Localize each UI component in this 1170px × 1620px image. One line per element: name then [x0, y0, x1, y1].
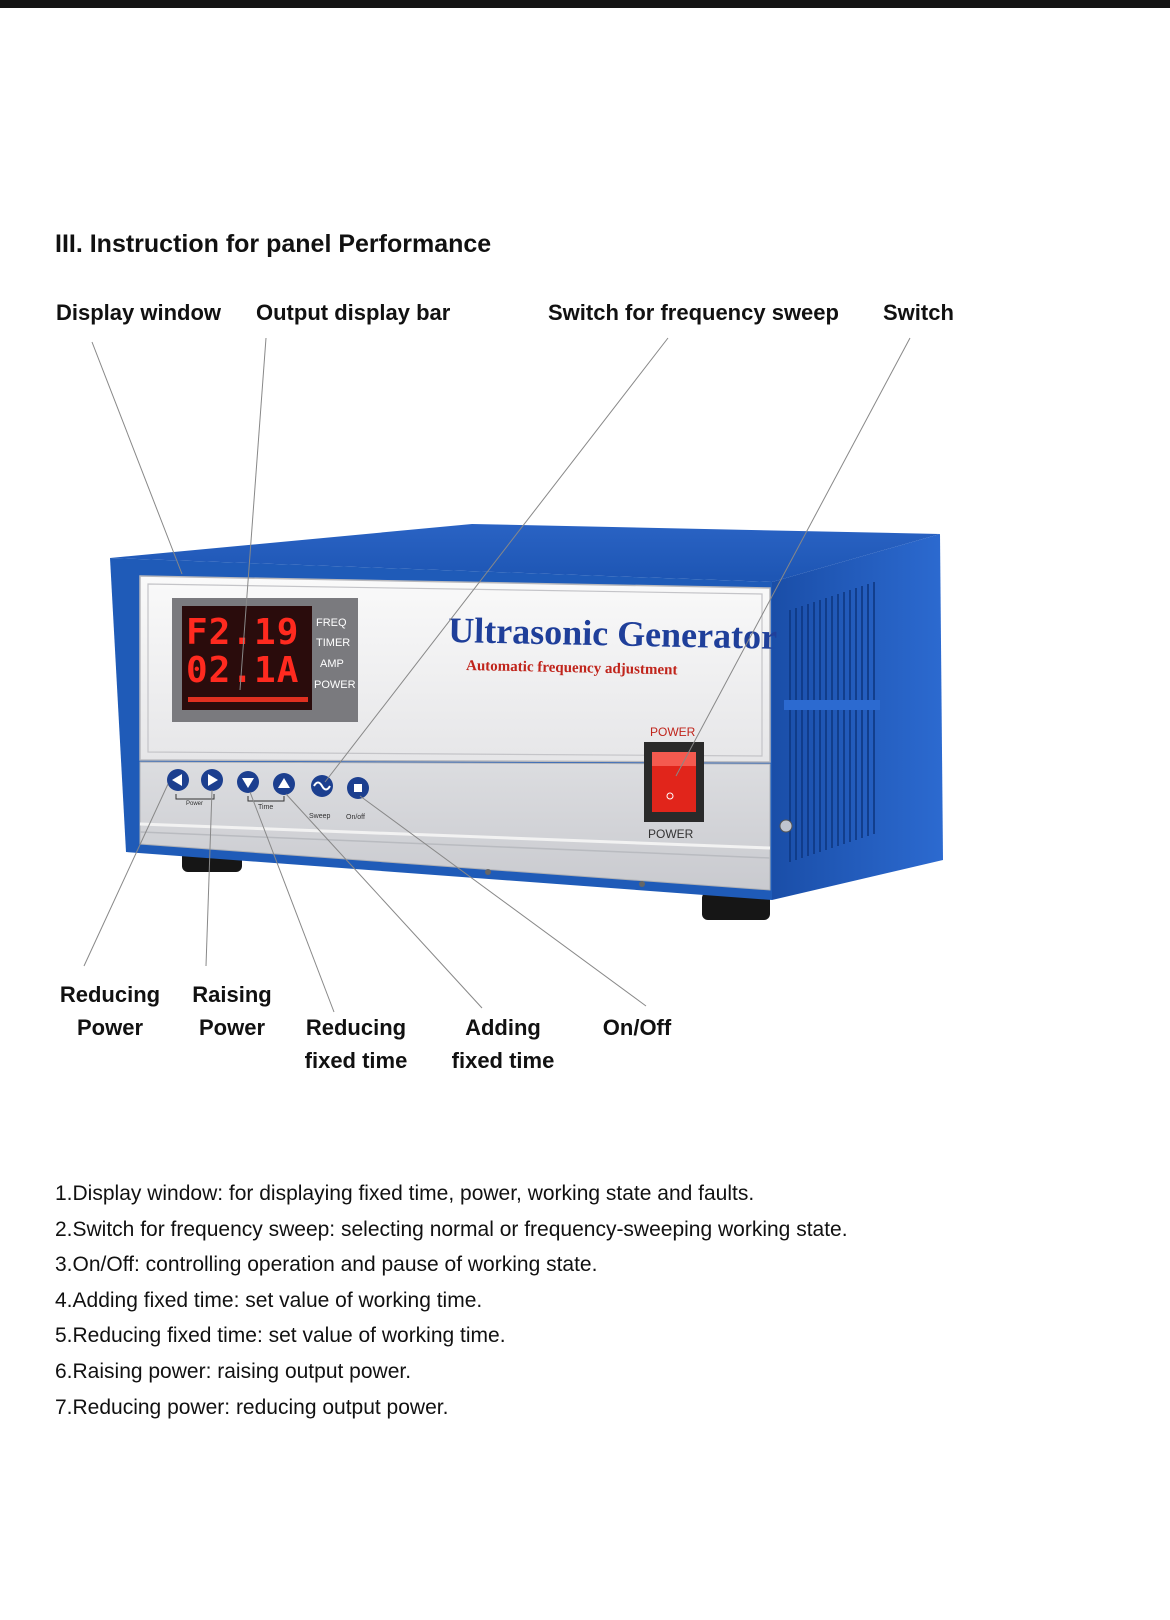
- instruction-item: 2.Switch for frequency sweep: selecting normal or frequency-sweeping working state.: [55, 1217, 848, 1241]
- case-side: [772, 534, 943, 900]
- reduce-power-button[interactable]: [167, 769, 189, 791]
- display-line-2: 02.1A: [186, 650, 300, 691]
- output-display-bar: [188, 697, 308, 702]
- label-on-off: On/Off: [602, 1015, 672, 1040]
- label-adding-fixed-time: Adding fixed time: [451, 1015, 555, 1073]
- instruction-item: 3.On/Off: controlling operation and pause of working state.: [55, 1253, 598, 1277]
- label-output-display-bar: Output display bar: [256, 300, 451, 325]
- add-time-button[interactable]: [273, 773, 295, 795]
- indicator-power: POWER: [314, 679, 356, 691]
- power-label-top: POWER: [650, 725, 696, 739]
- caption-time: Time: [258, 804, 274, 811]
- raise-power-button[interactable]: [201, 769, 223, 791]
- side-vents: [790, 582, 874, 862]
- label-switch: Switch: [883, 300, 954, 325]
- instruction-item: 7.Reducing power: reducing output power.: [55, 1395, 449, 1419]
- indicator-timer: TIMER: [316, 637, 351, 649]
- label-switch-frequency-sweep: Switch for frequency sweep: [548, 300, 839, 325]
- sweep-button[interactable]: [311, 775, 333, 797]
- brand-subtitle: Automatic frequency adjustment: [465, 658, 678, 679]
- label-raising-power: Raising Power: [192, 982, 272, 1040]
- instruction-item: 5.Reducing fixed time: set value of working time.: [55, 1324, 506, 1348]
- instruction-list: [55, 1176, 848, 1425]
- instruction-item: 6.Raising power: raising output power.: [55, 1359, 412, 1383]
- indicator-amp: AMP: [320, 658, 344, 670]
- indicator-freq: FREQ: [316, 617, 347, 629]
- onoff-button[interactable]: [347, 777, 369, 799]
- page-title: III. Instruction for panel Performance: [55, 230, 492, 258]
- caption-power: Power: [186, 801, 204, 807]
- leader-display-window: [92, 342, 182, 574]
- instruction-item: 4.Adding fixed time: set value of working time.: [55, 1288, 483, 1312]
- caption-sweep: Sweep: [309, 813, 331, 820]
- instruction-item: 1.Display window: for displaying fixed time, power, working state and faults.: [55, 1182, 755, 1205]
- label-reducing-power: Reducing Power: [59, 982, 161, 1040]
- power-label-bottom: POWER: [648, 827, 694, 841]
- side-screw: [780, 820, 792, 832]
- display-line-1: F2.19: [186, 612, 300, 653]
- caption-onoff: On/off: [346, 814, 365, 821]
- reduce-time-button[interactable]: [237, 771, 259, 793]
- brand-title: Ultrasonic Generator: [447, 610, 778, 657]
- label-display-window: Display window: [56, 300, 222, 325]
- vent-divider: [784, 700, 880, 710]
- label-reducing-fixed-time: Reducing fixed time: [304, 1015, 408, 1073]
